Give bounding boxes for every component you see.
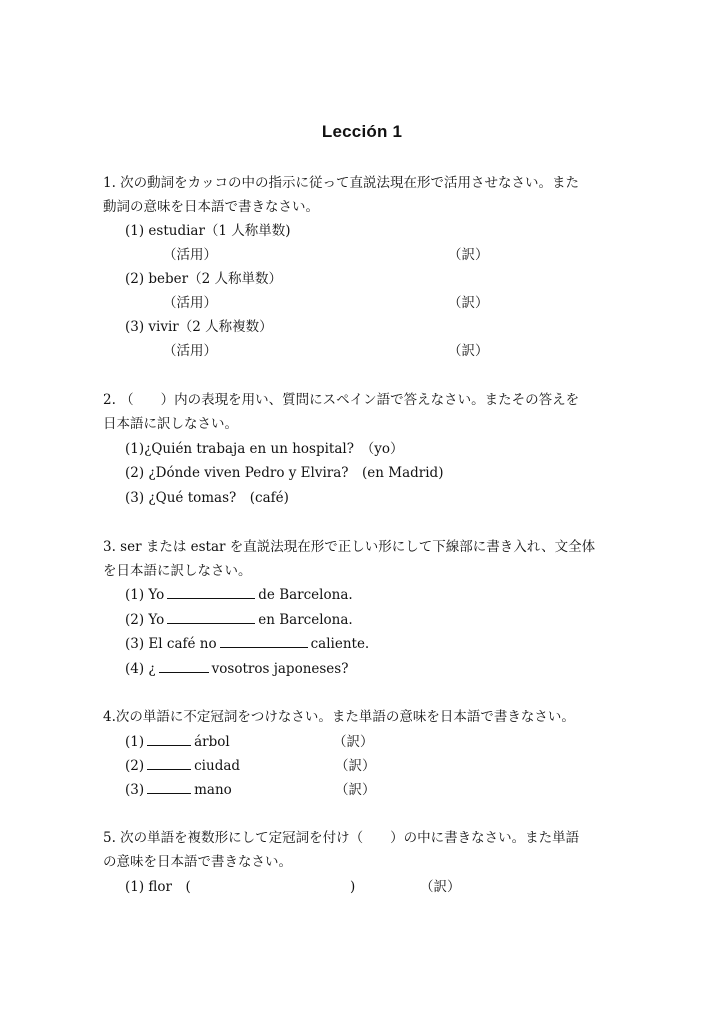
q5-instruction-line1: 5. 次の単語を複数形にして定冠詞を付け（ ）の中に書きなさい。また単語 bbox=[103, 830, 580, 846]
q3-item-1-suffix: de Barcelona. bbox=[258, 587, 353, 603]
q2-item-3: (3) ¿Qué tomas? (café) bbox=[125, 490, 289, 506]
q4-item-3-word: mano bbox=[194, 782, 232, 798]
q3-item-3 bbox=[125, 635, 369, 653]
q1-item-3-label: (3) vivir（2 人称複数） bbox=[125, 319, 273, 335]
q2-instruction-line2: 日本語に訳しなさい。 bbox=[103, 416, 238, 432]
q4-item-2-word: ciudad bbox=[194, 758, 241, 774]
page-title: Lección 1 bbox=[321, 122, 403, 141]
q4-item-2-translation-label: （訳） bbox=[335, 758, 376, 774]
q1-item-2-conjugation-label: （活用） bbox=[163, 295, 217, 311]
q3-item-4 bbox=[125, 660, 348, 678]
q3-item-4-prefix: (4) ¿ bbox=[125, 661, 156, 677]
q4-item-1-translation-label: （訳） bbox=[333, 734, 374, 750]
q2-item-2: (2) ¿Dónde viven Pedro y Elvira? (en Madrid) bbox=[125, 465, 444, 481]
q4-item-1-word: árbol bbox=[194, 734, 230, 750]
q1-item-3-translation-label: （訳） bbox=[448, 343, 489, 359]
q3-instruction-line1: 3. ser または estar を直説法現在形で正しい形にして下線部に書き入れ、文全体 bbox=[103, 539, 596, 555]
q1-item-1-translation-label: （訳） bbox=[448, 247, 489, 263]
q2-instruction-line1: 2. （ ）内の表現を用い、質問にスペイン語で答えなさい。またその答えを bbox=[103, 392, 580, 408]
q3-item-2-suffix: en Barcelona. bbox=[258, 612, 353, 628]
answer-blank[interactable] bbox=[220, 635, 308, 648]
q3-item-3-suffix: caliente. bbox=[310, 636, 370, 652]
q4-instruction-line1: 4.次の単語に不定冠詞をつけなさい。また単語の意味を日本語で書きなさい。 bbox=[103, 709, 575, 725]
q3-instruction-line2: を日本語に訳しなさい。 bbox=[103, 563, 252, 579]
q3-item-4-suffix: vosotros japoneses? bbox=[211, 661, 349, 677]
q4-item-3-number: (3) bbox=[125, 782, 145, 798]
q4-item-1-number: (1) bbox=[125, 734, 145, 750]
answer-blank[interactable] bbox=[167, 586, 255, 599]
q4-item-3-translation-label: （訳） bbox=[335, 782, 376, 798]
q4-item-2 bbox=[125, 757, 240, 775]
q1-instruction-line2: 動詞の意味を日本語で書きなさい。 bbox=[103, 199, 319, 215]
q1-item-2-translation-label: （訳） bbox=[448, 295, 489, 311]
q1-item-3-conjugation-label: （活用） bbox=[163, 343, 217, 359]
q5-item-1-label: (1) flor ( bbox=[125, 879, 191, 895]
q4-item-1 bbox=[125, 733, 230, 751]
q1-item-1-label: (1) estudiar（1 人称単数) bbox=[125, 223, 291, 239]
q5-item-1-translation-label: （訳） bbox=[420, 879, 461, 895]
q5-item-1-close-paren: ) bbox=[350, 879, 356, 895]
q2-item-1: (1)¿Quién trabaja en un hospital? （yo） bbox=[125, 441, 404, 457]
q3-item-1-prefix: (1) Yo bbox=[125, 587, 165, 603]
q3-item-2 bbox=[125, 611, 353, 629]
answer-blank[interactable] bbox=[147, 781, 191, 794]
answer-blank[interactable] bbox=[159, 660, 209, 673]
q3-item-3-prefix: (3) El café no bbox=[125, 636, 217, 652]
answer-blank[interactable] bbox=[167, 611, 255, 624]
q1-instruction-line1: 1. 次の動詞をカッコの中の指示に従って直説法現在形で活用させなさい。また bbox=[103, 175, 580, 191]
answer-blank[interactable] bbox=[147, 733, 191, 746]
answer-blank[interactable] bbox=[147, 757, 191, 770]
q5-instruction-line2: の意味を日本語で書きなさい。 bbox=[103, 854, 292, 870]
q4-item-2-number: (2) bbox=[125, 758, 145, 774]
q4-item-3 bbox=[125, 781, 232, 799]
q3-item-2-prefix: (2) Yo bbox=[125, 612, 165, 628]
q3-item-1 bbox=[125, 586, 353, 604]
q1-item-2-label: (2) beber（2 人称単数） bbox=[125, 271, 283, 287]
q1-item-1-conjugation-label: （活用） bbox=[163, 247, 217, 263]
